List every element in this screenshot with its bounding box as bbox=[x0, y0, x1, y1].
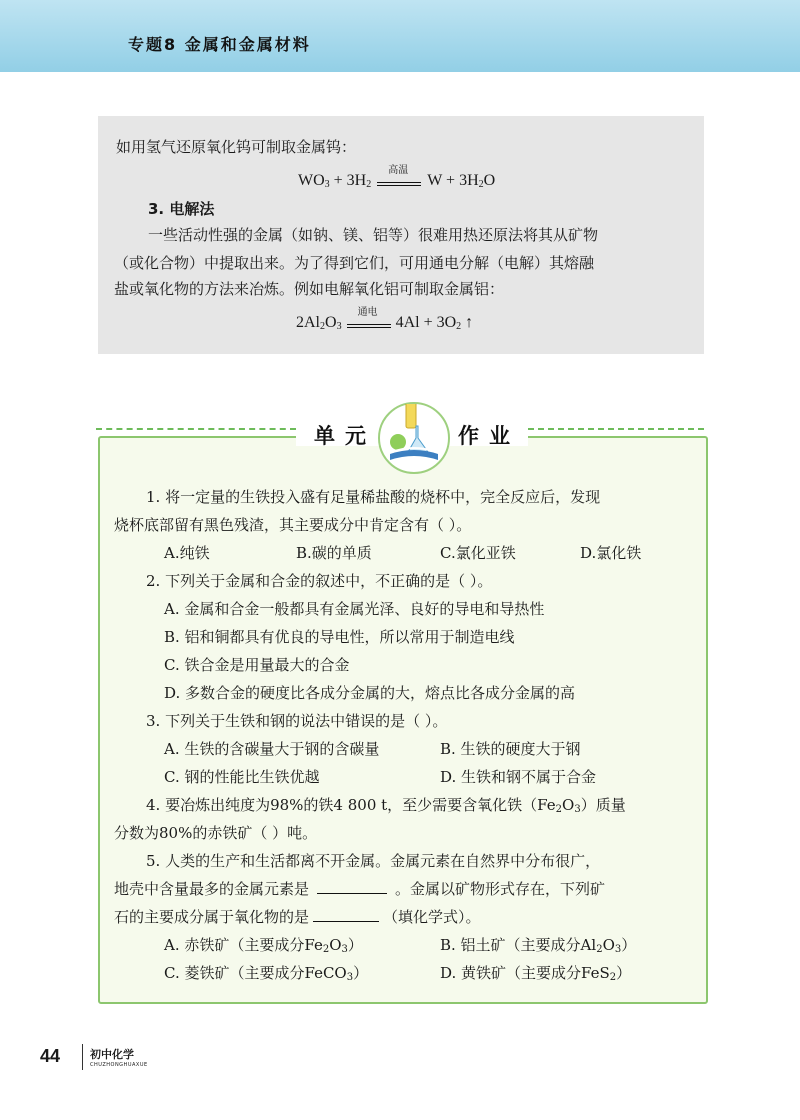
title-dash-left bbox=[96, 428, 296, 430]
q5-a-a: A. 赤铁矿（主要成分Fe bbox=[164, 936, 323, 954]
eq1-right-sub: 2 bbox=[478, 179, 484, 190]
page-number: 44 bbox=[40, 1046, 61, 1066]
q4-line-1-c: ）质量 bbox=[580, 796, 626, 814]
science-book-icon bbox=[378, 402, 450, 474]
q5-option-b bbox=[440, 934, 636, 955]
eq1-plus-sub: 2 bbox=[366, 179, 372, 190]
q1-option-b: B.碳的单质 bbox=[296, 544, 372, 562]
section-electrolysis: 3. 电解法 bbox=[148, 200, 215, 218]
q5-a-s2: 3 bbox=[341, 944, 348, 955]
equation-tungsten bbox=[298, 165, 496, 190]
q5-c-c: ） bbox=[353, 964, 369, 982]
q5-line-2 bbox=[114, 878, 605, 899]
eq2-double-bar bbox=[347, 324, 391, 328]
q1-option-d: D.氯化铁 bbox=[580, 544, 642, 562]
q3-option-d: D. 生铁和钢不属于合金 bbox=[440, 768, 597, 786]
q5-b-s1: 2 bbox=[596, 944, 603, 955]
q5-option-a bbox=[164, 934, 363, 955]
q5-a-b: O bbox=[329, 936, 342, 954]
eq2-arrow bbox=[342, 307, 396, 332]
flask-book-icon bbox=[380, 404, 448, 472]
q4-line-2: 分数为80%的赤铁矿（ ）吨。 bbox=[114, 824, 318, 842]
q5-b-b: O bbox=[602, 936, 615, 954]
equation-aluminium bbox=[296, 307, 474, 332]
footer-pinyin: CHUZHONGHUAXUE bbox=[90, 1062, 148, 1068]
q5-line-3-a: 石的主要成分属于氧化物的是 bbox=[114, 908, 310, 926]
q5-option-d bbox=[440, 962, 631, 983]
eq2-right: 4Al + 3O bbox=[395, 314, 457, 331]
eq2-right-sub: 2 bbox=[456, 321, 462, 332]
eq2-left: 2Al bbox=[296, 314, 320, 331]
q5-a-c: ） bbox=[347, 936, 363, 954]
q3-option-c: C. 钢的性能比生铁优越 bbox=[164, 768, 320, 786]
q5-c-a: C. 菱铁矿（主要成分FeCO bbox=[164, 964, 347, 982]
q5-d-s1: 2 bbox=[609, 972, 617, 983]
q4-line-1-a: 4. 要冶炼出纯度为98%的铁4 800 t，至少需要含氧化铁（Fe bbox=[146, 796, 556, 814]
para-line-2: （或化合物）中提取出来。为了得到它们，可用通电分解（电解）其熔融 bbox=[114, 254, 595, 272]
homework-title-right: 作业 bbox=[458, 424, 520, 448]
q4-line-1 bbox=[146, 794, 626, 815]
tungsten-intro: 如用氢气还原氧化钨可制取金属钨： bbox=[116, 138, 357, 156]
eq2-left-mid: O bbox=[325, 314, 337, 331]
eq1-double-bar bbox=[377, 182, 421, 186]
eq1-plus: + 3H bbox=[329, 172, 367, 189]
q1-option-c: C.氯化亚铁 bbox=[440, 544, 516, 562]
q3-option-a: A. 生铁的含碳量大于钢的含碳量 bbox=[164, 740, 380, 758]
q5-line-1: 5. 人类的生产和生活都离不开金属。金属元素在自然界中分布很广， bbox=[146, 852, 601, 870]
q5-b-s2: 3 bbox=[614, 944, 622, 955]
q5-line-3 bbox=[114, 906, 481, 927]
q4-sub-2: 3 bbox=[574, 804, 581, 815]
para-line-1: 一些活动性强的金属（如钠、镁、铝等）很难用热还原法将其从矿物 bbox=[148, 226, 599, 244]
q1-option-a: A.纯铁 bbox=[164, 544, 210, 562]
q5-a-s1: 2 bbox=[322, 944, 330, 955]
eq2-condition: 通电 bbox=[357, 307, 378, 318]
eq2-up-arrow: ↑ bbox=[461, 314, 474, 331]
q2-stem: 2. 下列关于金属和合金的叙述中，不正确的是（ ）。 bbox=[146, 572, 493, 590]
eq1-condition: 高温 bbox=[388, 165, 409, 176]
q5-b-c: ） bbox=[621, 936, 637, 954]
q2-option-a: A. 金属和合金一般都具有金属光泽、良好的导电和导热性 bbox=[164, 600, 545, 618]
electrolysis-box bbox=[98, 116, 704, 354]
eq1-arrow bbox=[371, 165, 427, 190]
eq1-left-sub: 3 bbox=[324, 179, 330, 190]
q4-sub-1: 2 bbox=[555, 804, 562, 815]
q4-line-1-b: O bbox=[562, 796, 575, 814]
eq2-left-sub2: 3 bbox=[336, 321, 342, 332]
q2-option-d: D. 多数合金的硬度比各成分金属的大，熔点比各成分金属的高 bbox=[164, 684, 576, 702]
q1-line-1: 1. 将一定量的生铁投入盛有足量稀盐酸的烧杯中，完全反应后，发现 bbox=[146, 488, 601, 506]
eq1-right: W + 3H bbox=[427, 172, 479, 189]
q1-line-2: 烧杯底部留有黑色残渣，其主要成分中肯定含有（ ）。 bbox=[114, 516, 472, 534]
q5-option-c bbox=[164, 962, 368, 983]
footer-divider bbox=[82, 1044, 83, 1070]
q5-c-s1: 3 bbox=[346, 972, 354, 983]
chapter-title: 专题8 金属和金属材料 bbox=[128, 35, 311, 54]
q5-line-2-a: 地壳中含量最多的金属元素是 bbox=[114, 880, 310, 898]
q5-b-a: B. 铝土矿（主要成分Al bbox=[440, 936, 597, 954]
q2-option-c: C. 铁合金是用量最大的合金 bbox=[164, 656, 350, 674]
eq1-right-end: O bbox=[483, 172, 496, 189]
q5-blank-2[interactable] bbox=[313, 921, 379, 922]
q5-d-c: ） bbox=[616, 964, 632, 982]
q2-option-b: B. 铝和铜都具有优良的导电性，所以常用于制造电线 bbox=[164, 628, 515, 646]
q5-line-3-b: （填化学式）。 bbox=[383, 908, 481, 926]
footer-subject: 初中化学 bbox=[90, 1048, 134, 1061]
q3-option-b: B. 生铁的硬度大于钢 bbox=[440, 740, 581, 758]
homework-title-left: 单元 bbox=[314, 424, 376, 448]
q5-d-a: D. 黄铁矿（主要成分FeS bbox=[440, 964, 610, 982]
title-dash-right bbox=[528, 428, 704, 430]
q5-blank-1[interactable] bbox=[317, 893, 387, 894]
eq1-left: WO bbox=[298, 172, 325, 189]
eq2-left-sub1: 2 bbox=[320, 321, 325, 332]
header-band bbox=[0, 0, 800, 72]
q3-stem: 3. 下列关于生铁和钢的说法中错误的是（ ）。 bbox=[146, 712, 448, 730]
q5-line-2-b: 。金属以矿物形式存在，下列矿 bbox=[395, 880, 606, 898]
para-line-3: 盐或氧化物的方法来冶炼。例如电解氧化铝可制取金属铝： bbox=[114, 280, 505, 298]
